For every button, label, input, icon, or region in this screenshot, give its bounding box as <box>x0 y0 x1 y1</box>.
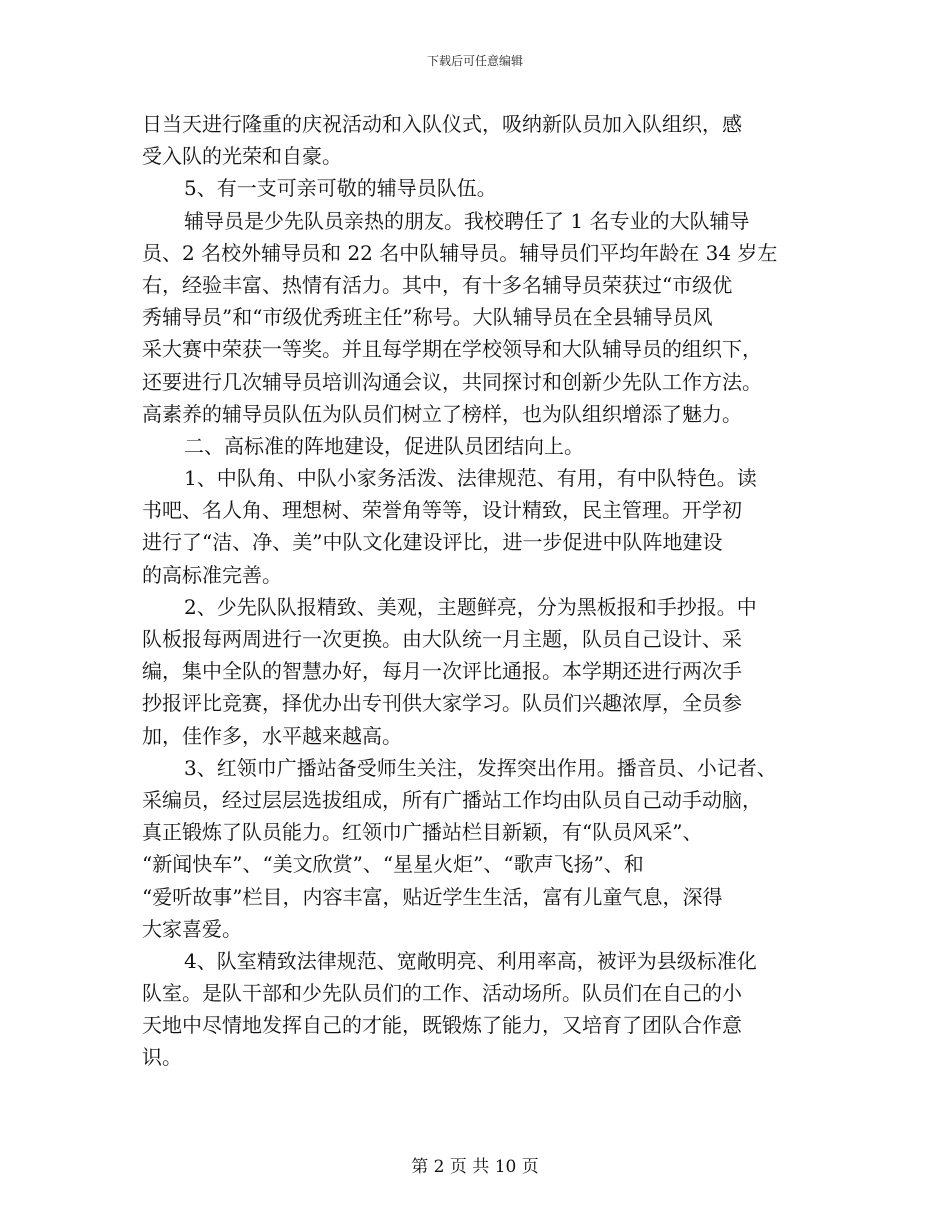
text-line: 员、2 名校外辅导员和 22 名中队辅导员。辅导员们平均年龄在 34 岁左 <box>142 240 778 265</box>
text-line: 3、红领巾广播站备受师生关注，发挥突出作用。播音员、小记者、 <box>184 755 777 780</box>
text-line: 采大赛中荣获一等奖。并且每学期在学校领导和大队辅导员的组织下， <box>142 337 762 362</box>
page-footer: 第 2 页 共 10 页 <box>411 1157 539 1177</box>
text-line: 队板报每两周进行一次更换。由大队统一月主题，队员自己设计、采 <box>142 627 742 651</box>
text-line: 大家喜爱。 <box>142 916 242 941</box>
text-line: 右，经验丰富、热情有活力。其中，有十多名辅导员荣获过“市级优 <box>142 272 733 297</box>
text-line: 日当天进行隆重的庆祝活动和入队仪式，吸纳新队员加入队组织，感 <box>142 112 742 136</box>
text-line: 4、队室精致法律规范、宽敞明亮、利用率高，被评为县级标准化 <box>184 948 757 973</box>
text-line: 真正锻炼了队员能力。红领巾广播站栏目新颖，有“队员风采”、 <box>142 820 703 845</box>
text-line: 编，集中全队的智慧办好，每月一次评比通报。本学期还进行两次手 <box>142 659 742 684</box>
text-line: 秀辅导员”和“市级优秀班主任”称号。大队辅导员在全县辅导员风 <box>142 305 713 330</box>
text-line: 1、中队角、中队小家务活泼、法律规范、有用，有中队特色。读 <box>184 466 757 491</box>
text-line: 5、有一支可亲可敬的辅导员队伍。 <box>184 176 497 201</box>
text-line: 2、少先队队报精致、美观，主题鲜亮，分为黑板报和手抄报。中 <box>184 594 757 619</box>
text-line: 采编员，经过层层选拔组成，所有广播站工作均由队员自己动手动脑， <box>142 787 762 812</box>
page-header: 下载后可任意编辑 <box>426 54 523 68</box>
text-line: 的高标准完善。 <box>142 562 282 587</box>
text-line: 辅导员是少先队员亲热的朋友。我校聘任了 1 名专业的大队辅导 <box>184 208 750 233</box>
text-line: 还要进行几次辅导员培训沟通会议，共同探讨和创新少先队工作方法。 <box>142 369 762 394</box>
text-line: “新闻快车”、“美文欣赏”、“星星火炬”、“歌声飞扬”、和 <box>142 852 644 877</box>
text-line: 队室。是队干部和少先队员们的工作、活动场所。队员们在自己的小 <box>142 981 742 1006</box>
text-line: “爱听故事”栏目，内容丰富，贴近学生生活，富有儿童气息，深得 <box>142 884 723 909</box>
text-line: 高素养的辅导员队伍为队员们树立了榜样，也为队组织增添了魅力。 <box>142 401 742 426</box>
text-line: 进行了“洁、净、美”中队文化建设评比，进一步促进中队阵地建设 <box>142 530 723 555</box>
text-line: 天地中尽情地发挥自己的才能，既锻炼了能力，又培育了团队合作意 <box>142 1013 742 1038</box>
text-line: 抄报评比竞赛，择优办出专刊供大家学习。队员们兴趣浓厚，全员参 <box>142 691 742 716</box>
text-line: 书吧、名人角、理想树、荣誉角等等，设计精致，民主管理。开学初 <box>142 498 742 523</box>
text-line: 加，佳作多，水平越来越高。 <box>142 723 402 748</box>
text-line: 二、高标准的阵地建设，促进队员团结向上。 <box>184 433 584 458</box>
document-body <box>142 108 822 1074</box>
text-line: 受入队的光荣和自豪。 <box>142 144 342 169</box>
text-line: 识。 <box>142 1045 182 1070</box>
